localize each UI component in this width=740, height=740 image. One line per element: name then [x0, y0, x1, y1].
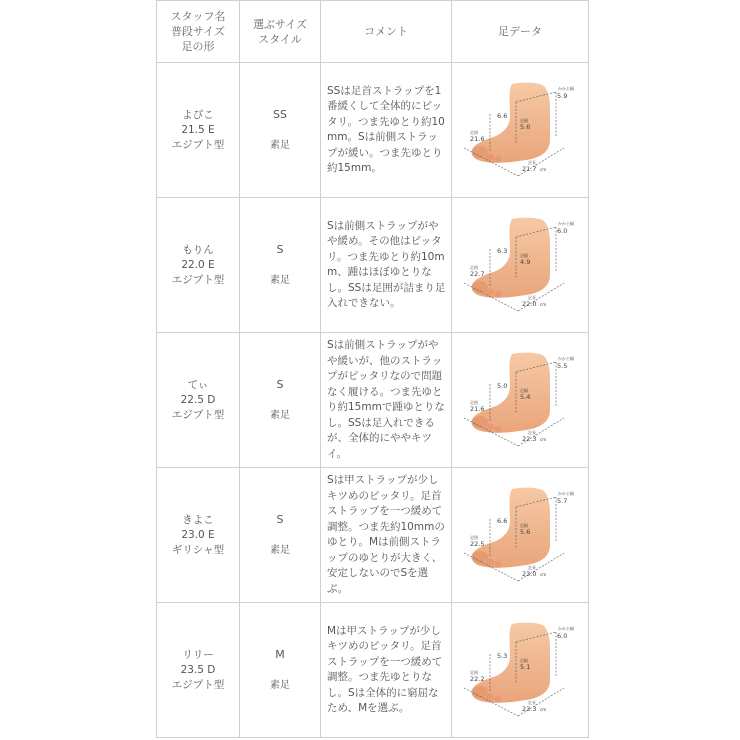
foot-data-cell	[452, 333, 589, 468]
staff-row	[157, 63, 589, 198]
staff-name: リリー	[182, 648, 214, 661]
size-cell	[240, 198, 321, 333]
unit-cm: cm	[540, 572, 547, 577]
comment-text: SSは足首ストラップを1番緩くして全体的にピッタリ。つま先ゆとり約10mm。Sは前側ストラップが緩い。つま先ゆとり約15mm。	[327, 84, 445, 174]
foot-shape	[472, 353, 550, 433]
ball-width-label: 足幅	[520, 118, 528, 123]
ball-width-label: 足幅	[520, 253, 528, 258]
staff-cell	[157, 468, 240, 603]
ball-width-label: 足幅	[520, 523, 528, 528]
length-value: 23.3	[522, 705, 537, 713]
instep-value: 22.2	[470, 675, 485, 683]
chosen-size: S	[276, 513, 284, 526]
header-staff-line1: スタッフ名	[170, 10, 226, 23]
instep-label: 足囲	[470, 670, 478, 675]
staff-row	[157, 603, 589, 738]
foot-shape	[472, 623, 550, 703]
header-size-line2: スタイル	[258, 32, 302, 46]
foot-diagram	[460, 213, 580, 317]
heel-height-value: 6.0	[557, 227, 568, 235]
ball-width-value: 5.6	[520, 528, 531, 536]
heel-height-value: 5.5	[557, 362, 568, 370]
unit-cm: cm	[540, 302, 547, 307]
style-label: 素足	[270, 680, 290, 691]
header-staff	[157, 1, 240, 63]
ball-width-value: 5.6	[520, 123, 531, 131]
usual-size: 22.5 D	[180, 393, 216, 406]
toe	[486, 289, 494, 296]
comment-text: Sは甲ストラップが少しキツめのピッタリ。足首ストラップを一つ緩めて調整。つま先約10mmのゆとり。Mは前側ストラップのゆとりが大きく、安定しないのでSを選ぶ。	[327, 474, 445, 595]
style-label: 素足	[270, 140, 290, 151]
instep-height-value: 6.6	[497, 517, 508, 525]
foot-shape	[472, 488, 550, 568]
size-cell	[240, 603, 321, 738]
foot-diagram	[460, 348, 580, 452]
unit-cm: cm	[540, 707, 547, 712]
foot-data-cell	[452, 63, 589, 198]
comment-cell	[321, 333, 452, 468]
foot-data-cell	[452, 603, 589, 738]
toe	[495, 561, 502, 567]
length-value: 22.3	[522, 435, 537, 443]
comment-cell	[321, 198, 452, 333]
foot-diagram	[460, 483, 580, 587]
chosen-size: M	[275, 648, 285, 661]
ball-width-value: 5.1	[520, 663, 531, 671]
header-size	[240, 1, 321, 63]
toe	[486, 559, 494, 566]
instep-height-value: 6.3	[497, 247, 508, 255]
header-size-line1: 選ぶサイズ	[252, 17, 308, 31]
foot-shape-type: エジプト型	[171, 273, 225, 286]
instep-height-value: 5.3	[497, 652, 508, 660]
instep-label: 足囲	[470, 535, 478, 540]
foot-shape-type: エジプト型	[171, 678, 225, 691]
size-cell	[240, 63, 321, 198]
foot-diagram	[460, 78, 580, 182]
length-value: 23.0	[522, 570, 537, 578]
staff-cell	[157, 333, 240, 468]
foot-shape	[472, 83, 550, 163]
comment-text: Mは甲ストラップが少しキツめのピッタリ。足首ストラップを一つ緩めて調整。つま先ゆとりなし。Sは全体的に窮屈なため、Mを選ぶ。	[327, 624, 443, 714]
usual-size: 21.5 E	[181, 123, 215, 136]
heel-height-label: かかと幅	[558, 626, 574, 631]
chosen-size: S	[276, 243, 284, 256]
foot-data-cell	[452, 468, 589, 603]
style-label: 素足	[270, 545, 290, 556]
ball-width-value: 5.4	[520, 393, 531, 401]
comment-cell	[321, 63, 452, 198]
header-row	[157, 1, 589, 63]
heel-height-label: かかと幅	[558, 491, 574, 496]
chosen-size: S	[276, 378, 284, 391]
toe	[486, 694, 494, 701]
staff-cell	[157, 603, 240, 738]
heel-height-value: 5.7	[557, 497, 568, 505]
heel-height-label: かかと幅	[558, 356, 574, 361]
header-staff-line2: 普段サイズ	[170, 25, 226, 38]
instep-label: 足囲	[470, 130, 478, 135]
heel-height-value: 5.9	[557, 92, 568, 100]
foot-shape-type: エジプト型	[171, 408, 225, 421]
comment-cell	[321, 468, 452, 603]
style-label: 素足	[270, 275, 290, 286]
staff-cell	[157, 198, 240, 333]
length-value: 22.0	[522, 300, 537, 308]
instep-value: 21.6	[470, 405, 485, 413]
header-comment: コメント	[321, 1, 452, 63]
usual-size: 23.0 E	[181, 528, 215, 541]
toe	[495, 291, 502, 297]
foot-shape-type: エジプト型	[171, 138, 225, 151]
instep-value: 21.6	[470, 135, 485, 143]
size-cell	[240, 333, 321, 468]
unit-cm: cm	[540, 437, 547, 442]
toe	[486, 424, 494, 431]
toe	[495, 156, 502, 162]
instep-value: 22.7	[470, 270, 485, 278]
ball-width-value: 4.9	[520, 258, 531, 266]
instep-label: 足囲	[470, 265, 478, 270]
heel-height-value: 6.0	[557, 632, 568, 640]
staff-row	[157, 333, 589, 468]
length-label: 足長	[528, 700, 536, 705]
toe	[495, 696, 502, 702]
usual-size: 23.5 D	[180, 663, 216, 676]
instep-label: 足囲	[470, 400, 478, 405]
comment-text: Sは前側ストラップがやや緩いが、他のストラップがピッタリなので問題なく履ける。つま先ゆとり約15mmで踵ゆとりなし。SSは足入れできるが、全体的にややキツイ。	[327, 339, 445, 460]
foot-diagram	[460, 618, 580, 722]
staff-name: もりん	[182, 243, 214, 256]
staff-name: てぃ	[187, 378, 209, 391]
size-guide-table	[156, 0, 589, 738]
staff-row	[157, 468, 589, 603]
ball-width-label: 足幅	[520, 388, 528, 393]
header-staff-line3: 足の形	[181, 40, 215, 53]
heel-height-label: かかと幅	[558, 86, 574, 91]
ball-width-label: 足幅	[520, 658, 528, 663]
instep-height-value: 6.6	[497, 112, 508, 120]
foot-shape	[472, 218, 550, 298]
size-cell	[240, 468, 321, 603]
staff-row	[157, 198, 589, 333]
unit-cm: cm	[540, 167, 547, 172]
length-label: 足長	[528, 565, 536, 570]
staff-name: きよこ	[182, 513, 214, 526]
length-label: 足長	[528, 295, 536, 300]
instep-height-value: 5.0	[497, 382, 508, 390]
foot-data-cell	[452, 198, 589, 333]
foot-shape-type: ギリシャ型	[171, 543, 225, 556]
toe	[486, 154, 494, 161]
instep-value: 22.5	[470, 540, 485, 548]
usual-size: 22.0 E	[181, 258, 215, 271]
heel-height-label: かかと幅	[558, 221, 574, 226]
staff-cell	[157, 63, 240, 198]
comment-text: Sは前側ストラップがやや緩め。その他はピッタリ。つま先ゆとり約10mm、踵はほぼゆとりなし。SSは足囲が詰まり足入れできない。	[327, 219, 446, 309]
comment-cell	[321, 603, 452, 738]
chosen-size: SS	[273, 108, 287, 121]
header-foot-data: 足データ	[452, 1, 589, 63]
length-label: 足長	[528, 160, 536, 165]
staff-name: よぴこ	[182, 108, 214, 121]
toe	[495, 426, 502, 432]
length-label: 足長	[528, 430, 536, 435]
style-label: 素足	[270, 410, 290, 421]
length-value: 21.7	[522, 165, 537, 173]
